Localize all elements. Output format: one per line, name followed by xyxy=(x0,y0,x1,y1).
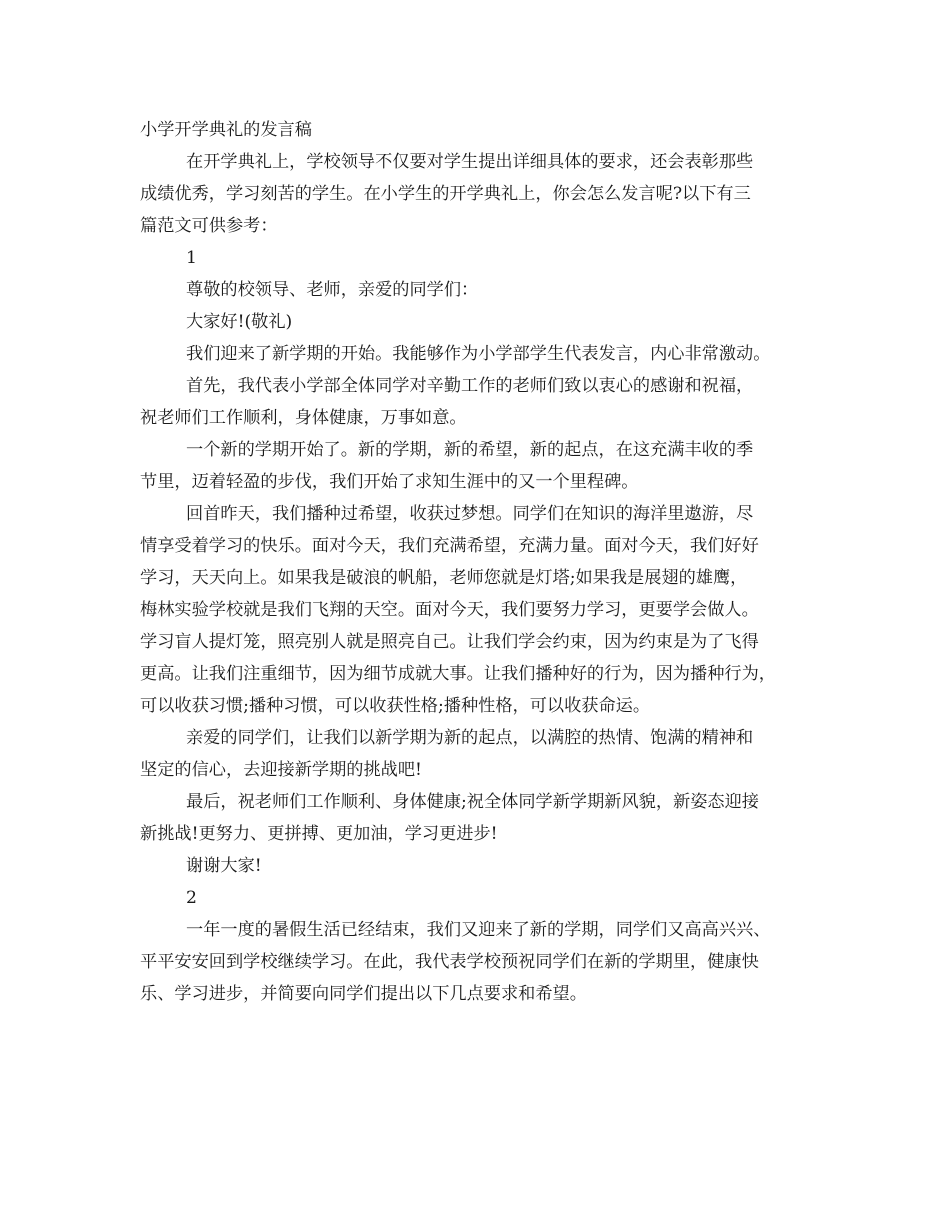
text-line: 学习，天天向上。如果我是破浪的帆船，老师您就是灯塔;如果我是展翅的雄鹰， xyxy=(140,568,748,588)
text-line: 谢谢大家! xyxy=(186,856,262,876)
text-line: 篇范文可供参考： xyxy=(140,216,278,236)
text-line: 我们迎来了新学期的开始。我能够作为小学部学生代表发言，内心非常激动。 xyxy=(186,344,771,364)
text-line: 2 xyxy=(186,888,197,908)
document-page xyxy=(140,114,820,1010)
text-line: 大家好!(敬礼) xyxy=(186,312,293,332)
text-line: 回首昨天，我们播种过希望，收获过梦想。同学们在知识的海洋里遨游，尽 xyxy=(186,504,754,524)
text-line: 学习盲人提灯笼，照亮别人就是照亮自己。让我们学会约束，因为约束是为了飞得 xyxy=(140,632,759,652)
text-line: 新挑战!更努力、更拼搏、更加油，学习更进步! xyxy=(140,824,498,844)
text-line: 乐、学习进步，并简要向同学们提出以下几点要求和希望。 xyxy=(140,984,587,1004)
text-line: 尊敬的校领导、老师，亲爱的同学们： xyxy=(186,280,479,300)
text-line: 首先，我代表小学部全体同学对辛勤工作的老师们致以衷心的感谢和祝福， xyxy=(186,376,754,396)
text-line: 一个新的学期开始了。新的学期，新的希望，新的起点，在这充满丰收的季 xyxy=(186,440,754,460)
text-line: 最后，祝老师们工作顺利、身体健康;祝全体同学新学期新风貌，新姿态迎接 xyxy=(186,792,759,812)
text-line: 在开学典礼上，学校领导不仅要对学生提出详细具体的要求，还会表彰那些 xyxy=(186,152,754,172)
text-line: 梅林实验学校就是我们飞翔的天空。面对今天，我们要努力学习，更要学会做人。 xyxy=(140,600,759,620)
document-body xyxy=(140,146,820,1010)
text-line: 节里，迈着轻盈的步伐，我们开始了求知生涯中的又一个里程碑。 xyxy=(140,472,639,492)
text-line: 成绩优秀，学习刻苦的学生。在小学生的开学典礼上，你会怎么发言呢?以下有三 xyxy=(140,184,751,204)
text-line: 情享受着学习的快乐。面对今天，我们充满希望，充满力量。面对今天，我们好好 xyxy=(140,536,759,556)
text-line: 平平安安回到学校继续学习。在此，我代表学校预祝同学们在新的学期里，健康快 xyxy=(140,952,759,972)
text-line: 更高。让我们注重细节，因为细节成就大事。让我们播种好的行为，因为播种行为， xyxy=(140,664,776,684)
text-line: 一年一度的暑假生活已经结束，我们又迎来了新的学期，同学们又高高兴兴、 xyxy=(186,920,771,940)
document-title: 小学开学典礼的发言稿 xyxy=(140,120,312,140)
text-line: 1 xyxy=(186,248,197,268)
text-line: 坚定的信心，去迎接新学期的挑战吧! xyxy=(140,760,422,780)
text-line: 祝老师们工作顺利，身体健康，万事如意。 xyxy=(140,408,467,428)
text-line: 亲爱的同学们，让我们以新学期为新的起点，以满腔的热情、饱满的精神和 xyxy=(186,728,754,748)
text-line: 可以收获习惯;播种习惯，可以收获性格;播种性格，可以收获命运。 xyxy=(140,696,651,716)
